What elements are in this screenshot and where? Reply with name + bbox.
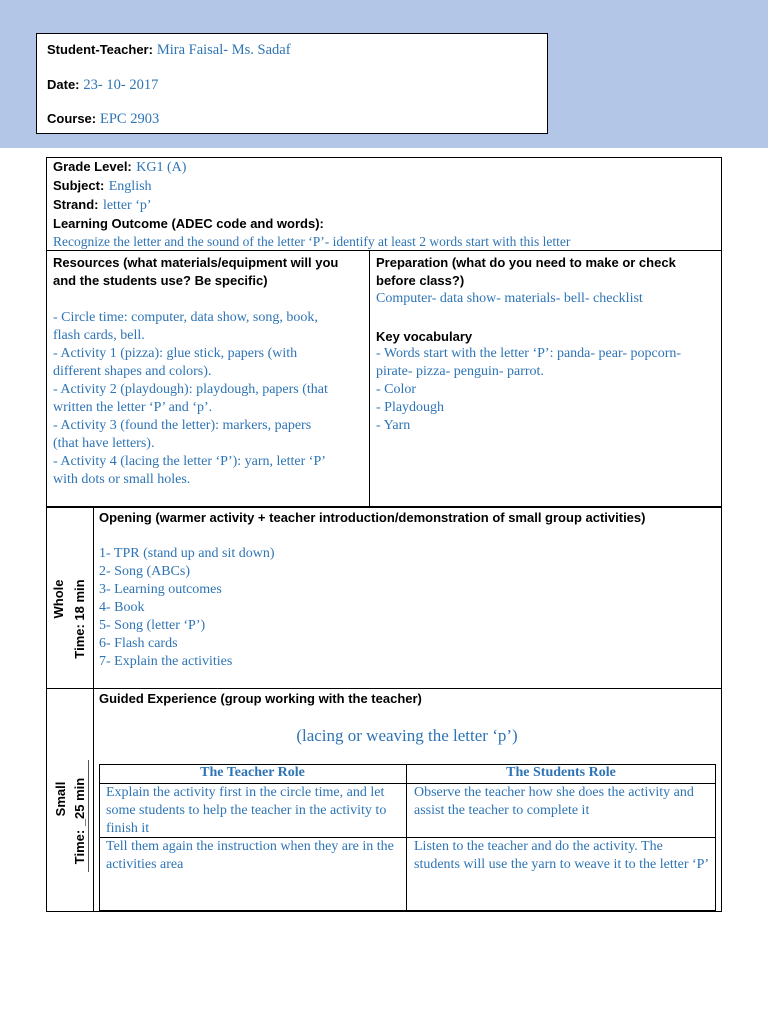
header-info-box <box>36 33 548 134</box>
students-role-cell: Observe the teacher how she does the activity and assist the teacher to complete it <box>414 785 694 818</box>
vocabulary-list <box>376 345 681 435</box>
divider <box>369 250 370 507</box>
strand: Strand: letter ‘p’ <box>53 197 152 213</box>
preparation-value: Computer- data show- materials- bell- checklist <box>376 291 643 306</box>
list-item: 4- Book <box>99 600 145 615</box>
list-item: with dots or small holes. <box>53 472 191 487</box>
list-item: - Color <box>376 382 417 397</box>
subject: Subject: English <box>53 178 152 194</box>
list-item: 6- Flash cards <box>99 636 178 651</box>
list-item: 3- Learning outcomes <box>99 582 222 597</box>
list-item: - Circle time: computer, data show, song, book, <box>53 310 318 325</box>
list-item: written the letter ‘P’ and ‘p’. <box>53 400 213 415</box>
list-item: - Activity 4 (lacing the letter ‘P’): yarn, letter ‘P’ <box>53 454 326 469</box>
resources-heading: Resources (what materials/equipment will you <box>53 255 339 270</box>
student-teacher-line: Student-Teacher: Mira Faisal- Ms. Sadaf <box>47 42 291 58</box>
resources-list <box>53 309 328 489</box>
list-item: - Activity 2 (playdough): playdough, papers (that <box>53 382 328 397</box>
student-teacher-value: Mira Faisal- Ms. Sadaf <box>156 42 291 58</box>
list-item: pirate- pizza- penguin- parrot. <box>376 364 544 379</box>
opening-list <box>99 545 275 671</box>
list-item: 5- Song (letter ‘P’) <box>99 618 206 633</box>
list-item: flash cards, bell. <box>53 328 145 343</box>
learning-outcome-value: Recognize the letter and the sound of the letter ‘P’- identify at least 2 words start with this letter <box>53 234 571 249</box>
list-item: - Playdough <box>376 400 445 415</box>
activity-title: (lacing or weaving the letter ‘p’) <box>296 726 518 745</box>
teacher-role-header: The Teacher Role <box>200 765 305 780</box>
preparation-heading-2: before class?) <box>376 273 465 288</box>
opening-side-time: Time: 18 min <box>72 579 87 659</box>
list-item: (that have letters). <box>53 436 155 451</box>
course-value: EPC 2903 <box>100 111 160 127</box>
key-vocabulary-heading: Key vocabulary <box>376 329 473 344</box>
list-item: - Words start with the letter ‘P’: panda- pear- popcorn- <box>376 346 682 361</box>
guided-side-title: Small <box>53 781 68 817</box>
teacher-role-cell: Tell them again the instruction when they are in the activities area <box>106 839 394 872</box>
opening-side-title: Whole <box>51 579 66 619</box>
list-item: - Activity 3 (found the letter): markers, papers <box>53 418 312 433</box>
students-role-header: The Students Role <box>506 765 616 780</box>
guided-heading: Guided Experience (group working with the teacher) <box>99 691 422 706</box>
guided-side-time: Time: _25 min <box>72 777 87 865</box>
divider <box>93 507 94 689</box>
list-item: - Activity 1 (pizza): glue stick, papers (with <box>53 346 298 361</box>
learning-outcome-label: Learning Outcome (ADEC code and words): <box>53 216 324 231</box>
list-item: 2- Song (ABCs) <box>99 564 191 579</box>
teacher-role-cell: Explain the activity first in the circle time, and let some students to help the teacher in the activity to finish it <box>106 785 387 836</box>
students-role-cell: Listen to the teacher and do the activity. The students will use the yarn to weave it to the letter ‘P’ <box>414 839 710 872</box>
list-item: different shapes and colors). <box>53 364 212 379</box>
date-value: 23- 10- 2017 <box>83 77 159 93</box>
preparation-heading: Preparation (what do you need to make or check <box>376 255 676 270</box>
list-item: - Yarn <box>376 418 411 433</box>
list-item: 1- TPR (stand up and sit down) <box>99 546 275 561</box>
grade-level: Grade Level: KG1 (A) <box>53 159 187 175</box>
date-line: Date: 23- 10- 2017 <box>47 77 159 93</box>
divider <box>93 688 94 912</box>
opening-heading: Opening (warmer activity + teacher introduction/demonstration of small group activities) <box>99 510 646 525</box>
course-line: Course: EPC 2903 <box>47 111 160 127</box>
list-item: 7- Explain the activities <box>99 654 233 669</box>
resources-heading-2: and the students use? Be specific) <box>53 273 268 288</box>
